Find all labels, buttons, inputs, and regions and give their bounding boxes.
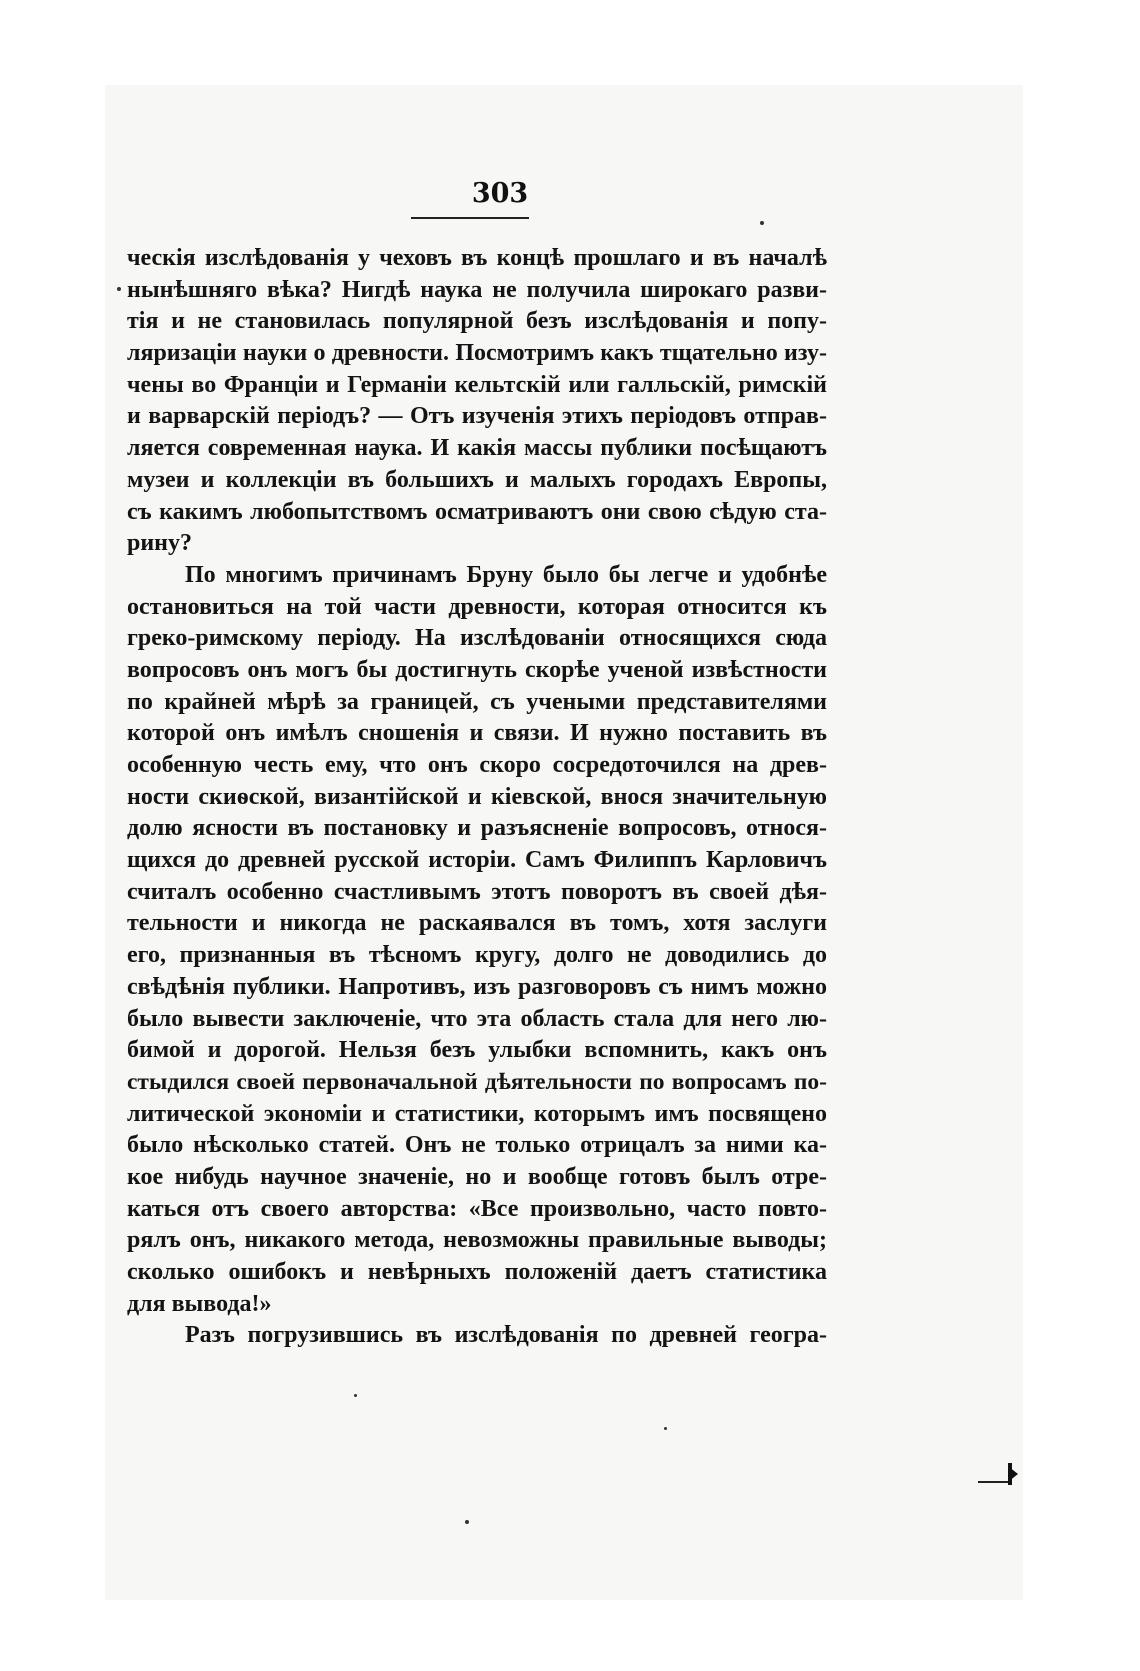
text-line: чены во Франціи и Германіи кельтскій или галльскій, римскій [127,371,827,398]
text-line: ляется современная наука. И какія массы публики посѣщаютъ [127,435,827,462]
catchword-rule [978,1481,1008,1483]
text-line: тія и не становилась популярной безъ изслѣдованія и попу- [127,308,827,335]
scan-speck [760,221,764,225]
text-line: для вывода!» [127,1290,272,1317]
text-line: которой онъ имѣлъ сношенія и связи. И нужно поставить въ [127,720,827,747]
paragraph-start-line: Разъ погрузившись въ изслѣдованія по древней геогра- [185,1322,827,1349]
text-line: тельности и никогда не раскаявался въ томъ, хотя заслуги [127,910,827,937]
text-line: каться отъ своего авторства: «Все произвольно, часто повто- [127,1195,827,1222]
text-line: греко-римскому періоду. На изслѣдованіи относящихся сюда [127,625,827,652]
body-text [127,243,827,1352]
text-line: особенную честь ему, что онъ скоро сосредоточился на древ- [127,752,827,778]
text-line: его, признанныя въ тѣсномъ кругу, долго не доводились до [127,942,827,969]
scan-speck [664,1427,667,1430]
text-line: музеи и коллекціи въ большихъ и малыхъ городахъ Европы, [127,466,827,493]
catchword-mark [978,1463,1020,1487]
text-line: нынѣшняго вѣка? Нигдѣ наука не получила широкаго разви- [127,276,827,303]
text-line: кое нибудь научное значеніе, но и вообще готовъ былъ отре- [127,1163,827,1190]
text-line: сколько ошибокъ и невѣрныхъ положеній даетъ статистика [127,1259,827,1285]
page-number: 303 [471,178,529,209]
text-line: было нѣсколько статей. Онъ не только отрицалъ за ними ка- [127,1132,827,1159]
text-line: стыдился своей первоначальной дѣятельности по вопросамъ по- [127,1068,827,1095]
text-line: считалъ особенно счастливымъ этотъ поворотъ въ своей дѣя- [127,878,827,905]
text-line: свѣдѣнія публики. Напротивъ, изъ разговоровъ съ нимъ можно [127,973,827,1000]
text-line: и варварскій періодъ? — Отъ изученія этихъ періодовъ отправ- [127,403,827,430]
text-line: ческія изслѣдованія у чеховъ въ концѣ прошлаго и въ началѣ [127,245,827,271]
text-line: бимой и дорогой. Нельзя безъ улыбки вспомнить, какъ онъ [127,1037,827,1064]
text-line: вопросовъ онъ могъ бы достигнуть скорѣе ученой извѣстности [127,656,827,683]
text-line: долю ясности въ постановку и разъясненіе вопросовъ, относя- [127,815,827,842]
paragraph-start-line: По многимъ причинамъ Бруну было бы легче и удобнѣе [185,561,827,588]
text-line: ляризаціи науки о древности. Посмотримъ какъ тщательно изу- [127,340,827,367]
text-line: съ какимъ любопытствомъ осматриваютъ они свою сѣдую ста- [127,498,827,525]
page-number-rule [411,217,529,219]
text-line: по крайней мѣрѣ за границей, съ учеными представителями [127,688,827,715]
text-line: литической экономіи и статистики, которымъ имъ посвящено [127,1100,827,1127]
text-line: было вывести заключеніе, что эта область стала для него лю- [127,1005,827,1032]
text-line: щихся до древней русской исторіи. Самъ Филиппъ Карловичъ [127,847,827,874]
scan-speck [465,1520,469,1524]
catchword-arrow-icon [1008,1466,1018,1482]
text-line: остановиться на той части древности, которая относится къ [127,593,827,620]
text-line: ности скиѳской, византійской и кіевской, внося значительную [127,783,827,810]
scan-speck [354,1394,357,1397]
text-line: рялъ онъ, никакого метода, невозможны правильные выводы; [127,1227,827,1254]
scan-speck [117,287,121,291]
text-line: рину? [127,530,193,557]
